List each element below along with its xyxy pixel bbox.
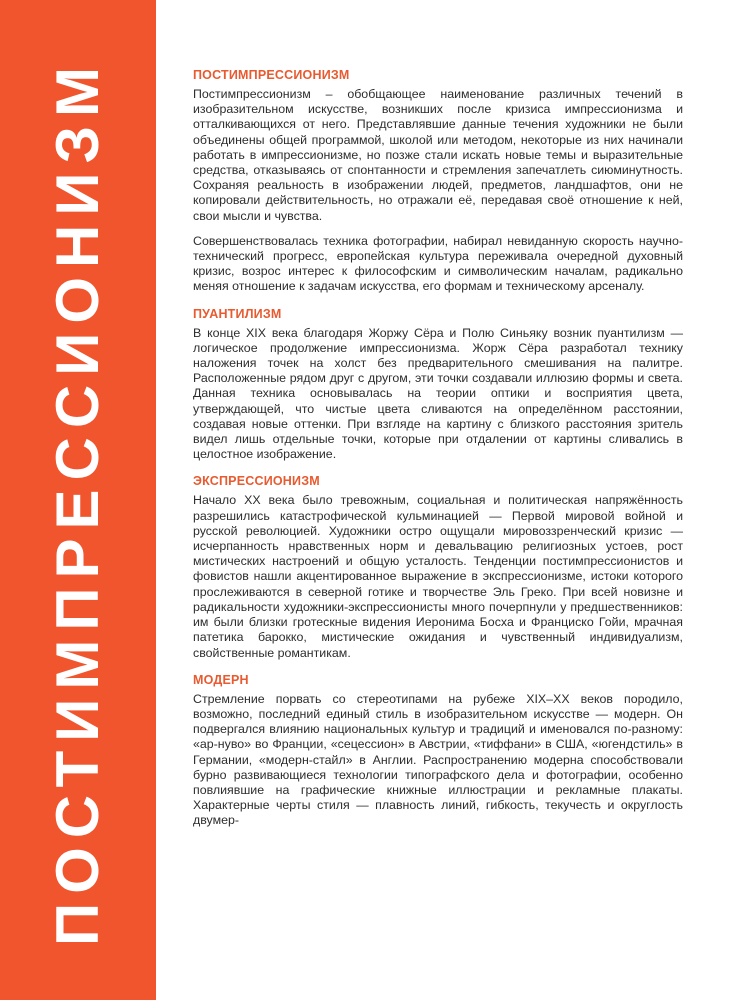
section-paragraph: Совершенствовалась техника фотографии, набирал невиданную скорость научно-технический прогресс, европейская культура переживала очередной духовный кризис, возрос интерес к философским и символическим началам, радикально меняя отношение к задачам искусства, его формам и техническому арсеналу. <box>193 233 683 294</box>
side-band <box>0 0 156 1000</box>
section-paragraph: Стремление порвать со стереотипами на рубеже XIX–XX веков породило, возможно, последний единый стиль в изобразительном искусстве — модерн. Он подвергался влиянию национальных культур и традиций и именовался по-разному: «ар-нуво» во Франции, «сецессион» в Австрии, «тиффани» в США, «югендстиль» в Германии, «модерн-стайл» в Англии. Распространению модерна способствовали бурно развивающиеся технологии типографского дела и фотографии, особенно повлиявшие на графические книжные иллюстрации и рекламные плакаты. Характерные черты стиля — плавность линий, гибкость, текучесть и округлость двумер- <box>193 691 683 828</box>
section-heading-postimpressionism: ПОСТИМПРЕССИОНИЗМ <box>193 68 350 82</box>
section-paragraph: Постимпрессионизм – обобщающее наименование различных течений в изобразительном искусстве, возникших после кризиса импрессионизма и отталкивающихся от него. Представлявшие данные течения художники не были объединены общей программой, школой или методом, некоторые из них начинали работать в импрессионизме, но позже стали искать новые темы и выразительные средства, отказываясь от спонтанности и стремления запечатлеть сиюминутность. Сохраняя реальность в изображении людей, предметов, ландшафтов, они не копировали действительность, но отражали её, передавая своё отношение к ней, свои мысли и чувства. <box>193 87 683 223</box>
section-heading-expressionism: ЭКСПРЕССИОНИЗМ <box>193 474 320 489</box>
section-heading-pointillism: ПУАНТИЛИЗМ <box>193 306 282 321</box>
side-title: ПОСТИМПРЕССИОНИЗМ <box>44 57 111 947</box>
section-paragraph: Начало XX века было тревожным, социальная и политическая напряжённость разрешились катастрофической кульминацией — Первой мировой войной и русской революцией. Художники остро ощущали мировоззренческий кризис — исчерпанность нравственных норм и девальвацию религиозных устоев, рост мистических настроений и общую усталость. Тенденции постимпрессионистов и фовистов нашли акцентированное выражение в экспрессионизме, истоки которого прослеживаются в северной готике и творчестве Эль Греко. При всей новизне и радикальности художники-экспрессионисты много почерпнули у предшественников: им были близки гротескные видения Иеронима Босха и Франциско Гойи, мрачная патетика барокко, мистические ожидания и чувственный индивидуализм, свойственные романтикам. <box>193 493 683 660</box>
section-heading-modern: МОДЕРН <box>193 672 249 687</box>
section-paragraph: В конце XIX века благодаря Жоржу Сёра и Полю Синьяку возник пуантилизм — логическое продолжение импрессионизма. Жорж Сёра разработал технику наложения точек на холст без предварительного смешивания на палитре. Расположенные рядом друг с другом, эти точки создавали иллюзию формы и света. Данная техника основывалась на теории оптики и восприятия цвета, утверждающей, что чистые цвета сливаются на определённом расстоянии, создавая новые оттенки. При взгляде на картину с близкого расстояния зритель видел лишь отдельные точки, которые при отдалении от картины сливались в целостное изображение. <box>193 325 683 462</box>
article-content <box>193 68 683 829</box>
